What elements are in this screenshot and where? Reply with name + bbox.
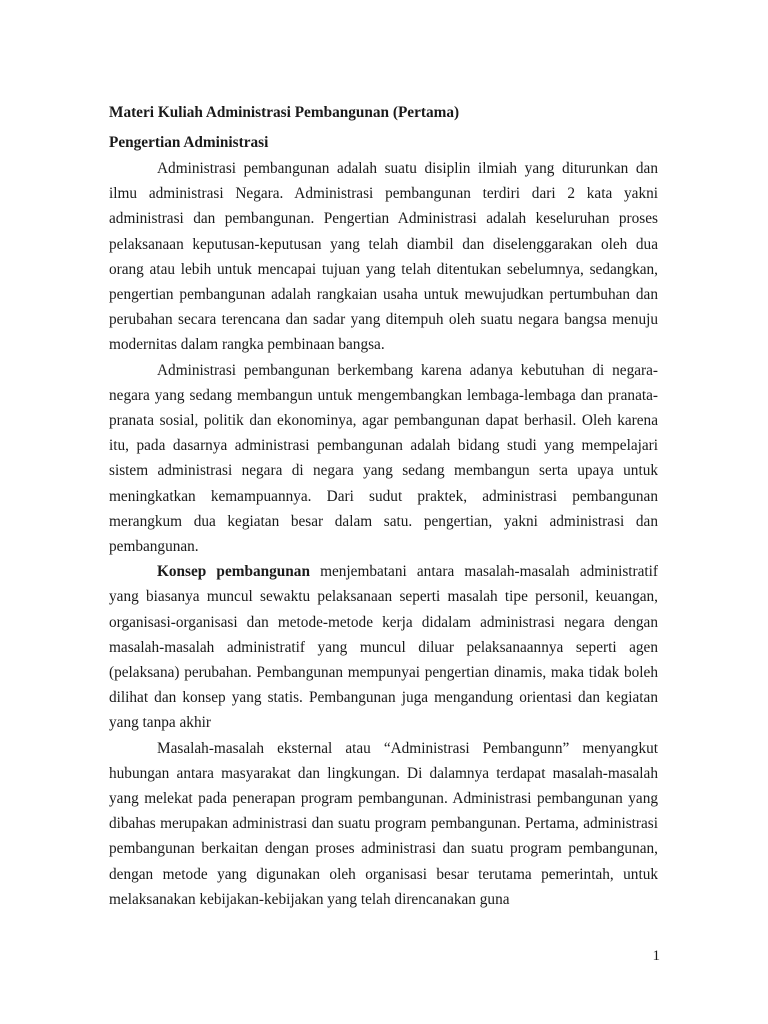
paragraph-1-text: Administrasi pembangunan adalah suatu disiplin ilmiah yang diturunkan dan ilmu administrasi Negara. Administrasi pembangunan terdiri dari 2 kata yakni administrasi dan pembangunan. Pengertian Administrasi adalah keseluruhan proses pelaksanaan keputusan-keputusan yang telah diambil dan diselenggarakan oleh dua orang atau lebih untuk mencapai tujuan yang telah ditentukan sebelumnya, sedangkan, pengertian pembangunan adalah rangkaian usaha untuk mewujudkan pertumbuhan dan perubahan secara terencana dan sadar yang ditempuh oleh suatu negara bangsa menuju modernitas dalam rangka pembinaan bangsa. (109, 160, 658, 354)
paragraph-2 (109, 358, 658, 560)
paragraph-3-text: menjembatani antara masalah-masalah administratif yang biasanya muncul sewaktu pelaksanaan seperti masalah tipe personil, keuangan, organisasi-organisasi dan metode-metode kerja didalam administrasi negara dengan masalah-masalah administratif yang muncul diluar pelaksanaannya seperti agen (pelaksana) perubahan. Pembangunan mempunyai pengertian dinamis, maka tidak boleh dilihat dan konsep yang statis. Pembangunan juga mengandung orientasi dan kegiatan yang tanpa akhir (109, 563, 658, 732)
paragraph-4 (109, 736, 658, 912)
paragraph-2-text: Administrasi pembangunan berkembang karena adanya kebutuhan di negara-negara yang sedang membangun untuk mengembangkan lembaga-lembaga dan pranata-pranata sosial, politik dan ekonominya, agar pembangunan dapat berhasil. Oleh karena itu, pada dasarnya administrasi pembangunan adalah bidang studi yang mempelajari sistem administrasi negara di negara yang sedang membangun serta upaya untuk meningkatkan kemampuannya. Dari sudut praktek, administrasi pembangunan merangkum dua kegiatan besar dalam satu. pengertian, yakni administrasi dan pembangunan. (109, 361, 658, 556)
page-number: 1 (652, 948, 660, 964)
paragraph-4-text: Masalah-masalah eksternal atau “Administrasi Pembangunn” menyangkut hubungan antara masyarakat dan lingkungan. Di dalamnya terdapat masalah-masalah yang melekat pada penerapan program pembangunan. Administrasi pembangunan yang dibahas merupakan administrasi dan suatu program pembangunan. Pertama, administrasi pembangunan berkaitan dengan proses administrasi dan suatu program pembangunan, dengan metode yang digunakan oleh organisasi besar terutama pemerintah, untuk melaksanakan kebijakan-kebijakan yang telah direncanakan guna (109, 739, 658, 908)
paragraph-3 (109, 559, 658, 735)
paragraph-1 (109, 156, 658, 358)
document-title: Materi Kuliah Administrasi Pembangunan (Pertama) (109, 104, 460, 121)
section-heading: Pengertian Administrasi (109, 134, 269, 151)
paragraph-3-bold-lead: Konsep pembangunan (157, 563, 310, 581)
page-content (109, 103, 658, 912)
